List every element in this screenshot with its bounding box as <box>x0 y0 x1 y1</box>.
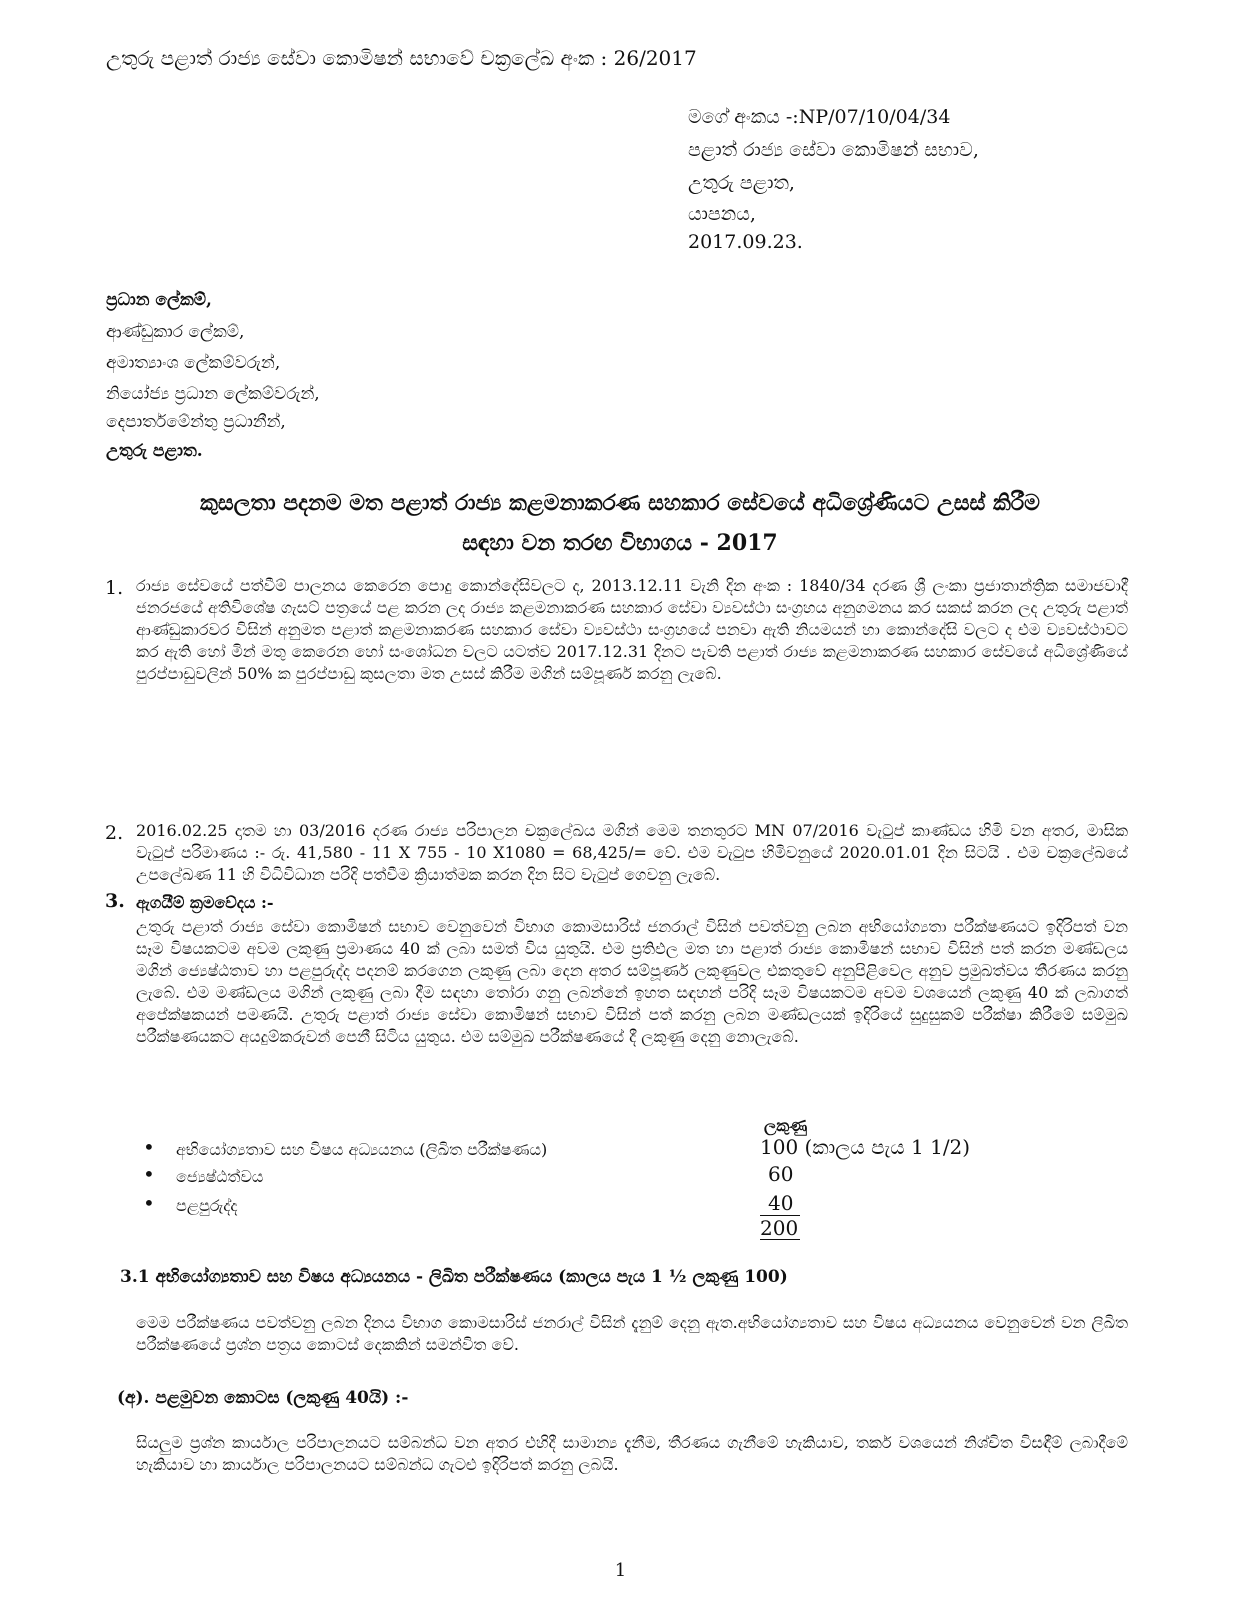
addressee-line: අමාත්‍යාංශ ලේකම්වරුන්, <box>106 353 281 373</box>
addressee-line: දෙපාර්තමේන්තු ප්‍රධානීන්, <box>106 412 286 432</box>
document-title <box>110 486 1130 560</box>
marks-item-label: ජ්‍යෙෂ්ඨත්වය <box>176 1167 264 1186</box>
addressee-province: උතුරු පළාත. <box>106 441 203 461</box>
section-1-text: රාජ්‍ය සේවයේ පත්වීම් පාලනය කෙරෙන පොදු කොන්දේසිවලට ද, 2013.12.11 වැනි දින අංක : 1840/34 දරණ ශ්‍රී ලංකා ප්‍රජාතාන්ත්‍රික සමාජවාදී ජනරජයේ අතිවිශේෂ ගැසට් පත්‍රයේ පළ කරන ලද රාජ්‍ය කළමනාකරණ සහකාර සේවා ව්‍යවස්ථා සංග්‍රහය අනුගමනය කර සකස් කරන ලද උතුරු පළාත් ආණ්ඩුකාරවර විසින් අනුමත පළාත් කළමනාකරණ සහකාර සේවා ව්‍යවස්ථා සංග්‍රහයේ පනවා ඇති නියමයන් හා කොන්දේසි වලට ද එම ව්‍යවස්ථාවට කර ඇති හෝ මින් මතු කෙරෙන හෝ සංශෝධන වලට යටත්ව 2017.12.31 දිනට පැවති පළාත් රාජ්‍ය කළමනාකරණ සහකාර සේවයේ අධිශ්‍රේණියේ පුරප්පාඩුවලින් 50% ක පුරප්පාඩු කුසලතා මත උසස් කිරීම මගින් සම්පූර්ණ කරනු ලැබේ. <box>136 576 1128 683</box>
title-line-2: සඳහා වන තරඟ විභාගය - 2017 <box>462 530 778 556</box>
part-a-heading: (අ). පළමුවන කොටස (ලකුණු 40යි) :- <box>117 1388 409 1408</box>
bullet-icon: • <box>143 1191 155 1215</box>
section-3-heading: ඇගයීම් ක්‍රමවේදය :- <box>136 893 274 912</box>
marks-total: 200 <box>760 1216 799 1240</box>
part-a-text: සියලුම ප්‍රශ්න කාර්යාල පරිපාලනයට සම්බන්ධ වන අතර එහිදී සාමාන්‍ය දැනීම, තීරණය ගැනීමේ හැකියාව, තර්ක වශයෙන් නිශ්චිත විසඳීම් ලබාදීමේ හැකියාව හා කාර්යාල පරිපාලනයට සම්බන්ධ ගැටළු ඉදිරිපත් කරනු ලබයි. <box>136 1433 1128 1474</box>
marks-item-value: 40 <box>768 1191 794 1215</box>
reference-number: මගේ අංකය -:NP/07/10/04/34 <box>688 106 951 128</box>
page-number: 1 <box>614 1560 627 1581</box>
addressee-line: නියෝජ්‍ය ප්‍රධාන ලේකම්වරුන්, <box>106 384 320 404</box>
section-3-1-heading: 3.1 අභියෝග්‍යතාව සහ විෂය අධ්‍යයනය - ලිඛිත පරීක්ෂණය (කාලය පැය 1 ½ ලකුණු 100) <box>120 1267 788 1287</box>
section-1-number: 1. <box>105 577 124 599</box>
marks-header: ලකුණු <box>764 1116 808 1135</box>
section-3-number: 3. <box>105 890 125 912</box>
marks-item-label: පළපුරුද්ද <box>176 1196 238 1215</box>
reference-date: 2017.09.23. <box>688 231 803 253</box>
reference-office: පළාත් රාජ්‍ය සේවා කොමිෂන් සභාව, <box>688 139 979 161</box>
section-2-text: 2016.02.25 දාතම හා 03/2016 දරණ රාජ්‍ය පරිපාලන චක්‍රලේඛය මගින් මෙම තනතුරට MN 07/2016 වැටුප් කාණ්ඩය හිමි වන අතර, මාසික වැටුප් පරිමාණය :- රු. 41,580 - 11 X 755 - 10 X1080 = 68,425/= වේ. එම වැටුප හිමිවනුයේ 2020.01.01 දින සිටයි . එම චක්‍රලේඛයේ උපලේඛණ 11 හි විධිවිධාන පරිදි පත්වීම ක්‍රියාත්මක කරන දින සිට වැටුප් ගෙවනු ලැබේ. <box>136 821 1128 884</box>
reference-city: යාපනය, <box>688 203 756 225</box>
bullet-icon: • <box>143 1135 155 1159</box>
section-3-1-text: මෙම පරීක්ෂණය පවත්වනු ලබන දිනය විභාග කොමසාරිස් ජනරාල් විසින් දැනුම් දෙනු ඇත.අභියෝග්‍යතාව සහ විෂය අධ්‍යයනය වෙනුවෙන් වන ලිඛිත පරීක්ෂණයේ ප්‍රශ්න පත්‍රය කොටස් දෙකකින් සමන්විත වේ. <box>136 1313 1128 1354</box>
bullet-icon: • <box>143 1162 155 1186</box>
marks-item-value: 100 (කාලය පැය 1 1/2) <box>760 1135 971 1159</box>
circular-number: උතුරු පළාත් රාජ්‍ය සේවා කොමිෂන් සභාවේ චක්‍රලේඛ අංක : 26/2017 <box>106 46 697 70</box>
addressee-line: ආණ්ඩුකාර ලේකම්, <box>106 322 245 342</box>
section-2-number: 2. <box>105 822 124 844</box>
section-3-text: උතුරු පළාත් රාජ්‍ය සේවා කොමිෂන් සභාව වෙනුවෙන් විභාග කොමසාරිස් ජනරාල් විසින් පවත්වනු ලබන අභියෝග්‍යතා පරීක්ෂණයට ඉදිරිපත් වන සෑම විෂයකටම අවම ලකුණු ප්‍රමාණය 40 ක් ලබා සමත් විය යුතුයි. එම ප්‍රතිඵල මත හා පළාත් රාජ්‍ය කොමිෂන් සභාව විසින් පත් කරන මණ්ඩලය මගින් ජ්‍යෙෂ්ඨතාව හා පළපුරුද්ද පදනම් කරගෙන ලකුණු ලබා දෙන අතර සම්පූර්ණ ලකුණුවල එකතුවේ අනුපිළිවෙල අනුව ප්‍රමුඛත්වය තීරණය කරනු ලැබේ. එම මණ්ඩලය මගින් ලකුණු ලබා දීම සඳහා තෝරා ගනු ලබන්නේ ඉහත සඳහන් පරිදි සෑම විෂයකටම අවම වශයෙන් ලකුණු 40 ක් ලබාගත් අපේක්ෂකයන් පමණයි. උතුරු පළාත් රාජ්‍ය සේවා කොමිෂන් සභාව විසින් පත් කරනු ලබන මණ්ඩලයක් ඉදිරියේ සුදුසුකම් පරීක්ෂා කිරීමේ සම්මුඛ පරීක්ෂණයකට අයදුම්කරුවන් පෙනී සිටිය යුතුය. එම සම්මුඛ පරීක්ෂණයේ දී ලකුණු දෙනු නොලැබේ. <box>136 917 1128 1046</box>
addressee-chief-secretary: ප්‍රධාන ලේකම්, <box>106 290 212 310</box>
marks-item-value: 60 <box>768 1162 794 1186</box>
title-line-1: කුසලතා පදනම මත පළාත් රාජ්‍ය කළමනාකරණ සහකාර සේවයේ අධිශ්‍රේණියට උසස් කිරීම <box>200 490 1040 516</box>
marks-item-label: අභියෝග්‍යතාව සහ විෂය අධ්‍යයනය (ලිඛිත පරීක්ෂණය) <box>176 1140 548 1159</box>
reference-province: උතුරු පළාත, <box>688 172 795 194</box>
